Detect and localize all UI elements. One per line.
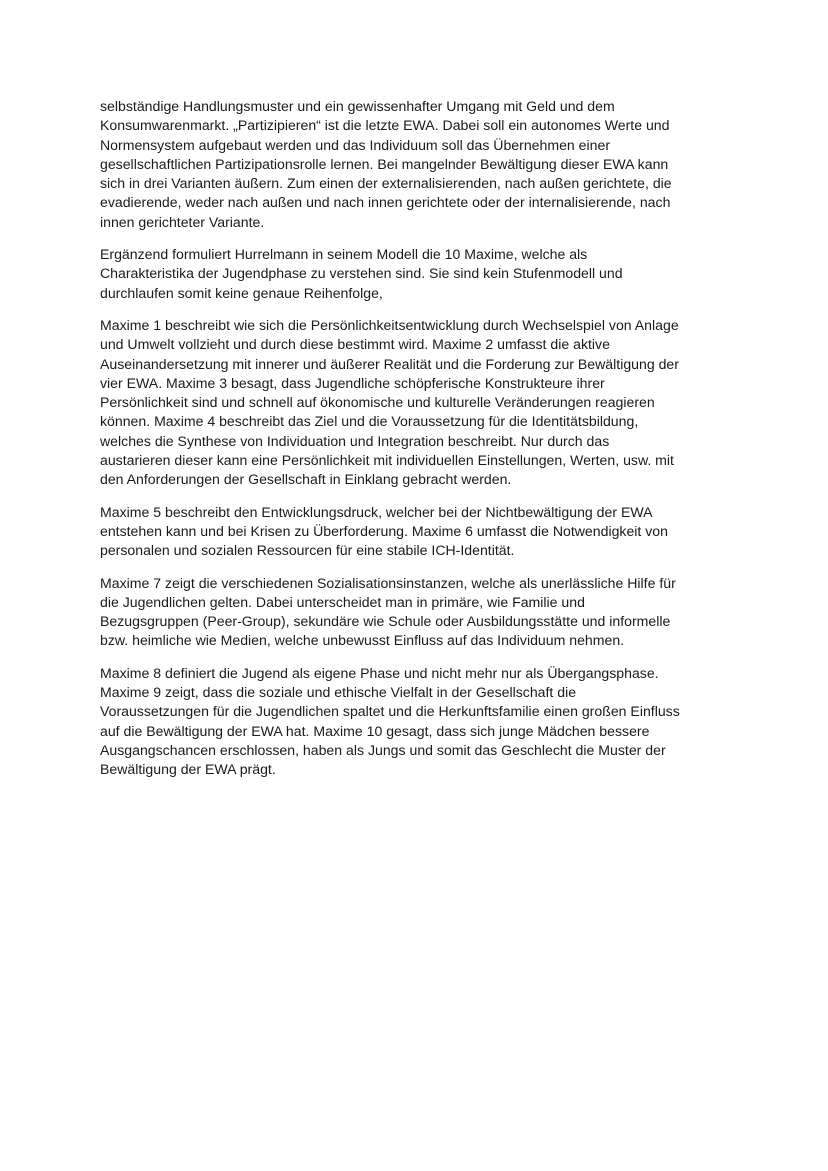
paragraph-maxim-7: Maxime 7 zeigt die verschiedenen Sozialisationsinstanzen, welche als unerlässliche Hilfe für die Jugendlichen gelten. Dabei unterscheidet man in primäre, wie Familie und Bezugsgruppen (Peer-Group), sekundäre wie Schule oder Ausbildungsstätte und informelle bzw. heimliche wie Medien, welche unbewusst Einfluss auf das Individuum nehmen. [100,574,676,649]
paragraph-hurrelmann-maxims-intro: Ergänzend formuliert Hurrelmann in seinem Modell die 10 Maxime, welche als Charakteristika der Jugendphase zu verstehen sind. Sie sind kein Stufenmodell und durchlaufen somit keine genaue Reihenfolge, [100,246,623,301]
paragraph-ewa-participation: selbständige Handlungsmuster und ein gewissenhafter Umgang mit Geld und dem Konsumwarenmarkt. „Partizipieren“ ist die letzte EWA. Dabei soll ein autonomes Werte und Normensystem aufgebaut werden und das Individuum soll das Übernehmen einer gesellschaftlichen Partizipationsrolle lernen. Bei mangelnder Bewältigung dieser EWA kann sich in drei Varianten äußern. Zum einen der externalisierenden, nach außen gerichtete, die evadierende, weder nach außen und nach innen gerichtete oder der internalisierende, nach innen gerichteter Variante. [100,98,672,230]
document-body [100,97,740,793]
paragraph-maxims-1-4: Maxime 1 beschreibt wie sich die Persönlichkeitsentwicklung durch Wechselspiel von Anlage und Umwelt vollzieht und durch diese bestimmt wird. Maxime 2 umfasst die aktive Auseinandersetzung mit innerer und äußerer Realität und die Forderung zur Bewältigung der vier EWA. Maxime 3 besagt, dass Jugendliche schöpferische Konstrukteure ihrer Persönlichkeit sind und schnell auf ökonomische und kulturelle Veränderungen reagieren können. Maxime 4 beschreibt das Ziel und die Voraussetzung für die Identitätsbildung, welches die Synthese von Individuation und Integration beschreibt. Nur durch das austarieren dieser kann eine Persönlichkeit mit individuellen Einstellungen, Werten, usw. mit den Anforderungen der Gesellschaft in Einklang gebracht werden. [100,316,679,488]
paragraph-maxims-8-10: Maxime 8 definiert die Jugend als eigene Phase und nicht mehr nur als Übergangsphase. Maxime 9 zeigt, dass die soziale und ethische Vielfalt in der Gesellschaft die Voraussetzungen für die Jugendlichen spaltet und die Herkunftsfamilie einen großen Einfluss auf die Bewältigung der EWA hat. Maxime 10 gesagt, dass sich junge Mädchen bessere Ausgangschancen erschlossen, haben als Jungs und somit das Geschlecht die Muster der Bewältigung der EWA prägt. [100,664,680,778]
paragraph-maxims-5-6: Maxime 5 beschreibt den Entwicklungsdruck, welcher bei der Nichtbewältigung der EWA entstehen kann und bei Krisen zu Überforderung. Maxime 6 umfasst die Notwendigkeit von personalen und sozialen Ressourcen für eine stabile ICH-Identität. [100,503,668,559]
